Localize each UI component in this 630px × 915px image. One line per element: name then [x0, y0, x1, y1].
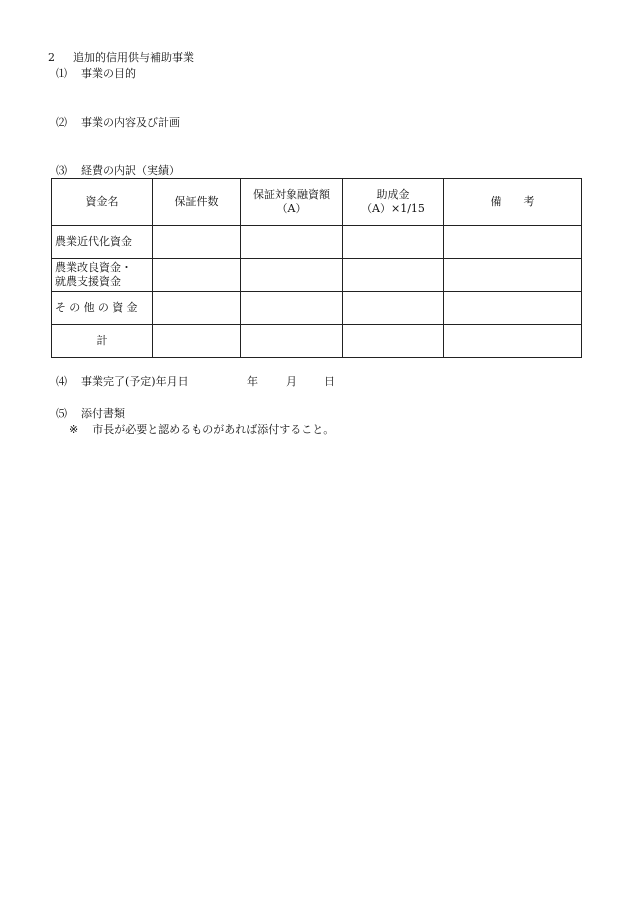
total-label: 計: [52, 325, 153, 358]
item-attachments-label: 添付書類: [81, 407, 125, 420]
cell-total-remarks[interactable]: [444, 325, 582, 358]
table-row: [52, 259, 582, 292]
header-subsidy-label: 助成金: [376, 188, 410, 201]
cell-loan-amount[interactable]: [241, 292, 343, 325]
cell-remarks[interactable]: [444, 226, 582, 259]
row-fund-name: [52, 226, 153, 259]
cell-loan-amount[interactable]: [241, 259, 343, 292]
item-completion-number: ⑷: [56, 375, 67, 388]
cell-remarks[interactable]: [444, 259, 582, 292]
header-loan-amount-label: 保証対象融資額: [253, 188, 330, 201]
header-guarantee-count: 保証件数: [153, 179, 241, 226]
cell-remarks[interactable]: [444, 292, 582, 325]
header-subsidy-sub: （A）×1/15: [361, 202, 425, 215]
row-fund-name-line1: 農業改良資金・: [55, 261, 132, 274]
note-mark: ※: [69, 423, 79, 436]
item-content: [56, 116, 180, 130]
header-loan-amount-sub: （A）: [276, 202, 307, 215]
item-content-number: ⑵: [56, 116, 67, 129]
cell-guarantee-count[interactable]: [153, 259, 241, 292]
item-content-label: 事業の内容及び計画: [81, 116, 180, 129]
section-heading: [48, 51, 194, 65]
completion-day-label: 日: [324, 375, 335, 388]
cost-breakdown-table: [51, 178, 582, 358]
header-loan-amount: [241, 179, 343, 226]
section-title: 追加的信用供与補助事業: [73, 51, 194, 64]
row-fund-name: [52, 292, 153, 325]
item-completion: [56, 375, 189, 389]
completion-year-label: 年: [247, 375, 258, 388]
row-fund-name-line1: その他の資金: [55, 301, 141, 314]
cell-total-guarantee-count[interactable]: [153, 325, 241, 358]
attachments-note: [69, 423, 334, 437]
cell-subsidy[interactable]: [343, 259, 444, 292]
cell-total-subsidy[interactable]: [343, 325, 444, 358]
completion-month-label: 月: [286, 375, 297, 388]
item-breakdown: [56, 164, 180, 178]
item-purpose: [56, 67, 136, 81]
table-header-row: [52, 179, 582, 226]
cell-guarantee-count[interactable]: [153, 292, 241, 325]
row-fund-name: [52, 259, 153, 292]
table-total-row: [52, 325, 582, 358]
table-row: [52, 292, 582, 325]
header-fund-name: 資金名: [52, 179, 153, 226]
item-breakdown-number: ⑶: [56, 164, 67, 177]
note-text: 市長が必要と認めるものがあれば添付すること。: [92, 423, 335, 436]
item-attachments: [56, 407, 125, 421]
item-purpose-label: 事業の目的: [81, 67, 136, 80]
item-completion-label: 事業完了(予定)年月日: [81, 375, 189, 388]
row-fund-name-line2: 就農支援資金: [55, 275, 121, 288]
cell-subsidy[interactable]: [343, 292, 444, 325]
row-fund-name-line1: 農業近代化資金: [55, 235, 132, 248]
item-purpose-number: ⑴: [56, 67, 67, 80]
section-number: 2: [48, 51, 55, 64]
table-row: [52, 226, 582, 259]
header-remarks: 備 考: [444, 179, 582, 226]
item-breakdown-label: 経費の内訳（実績）: [81, 164, 180, 177]
cell-guarantee-count[interactable]: [153, 226, 241, 259]
cell-loan-amount[interactable]: [241, 226, 343, 259]
cell-subsidy[interactable]: [343, 226, 444, 259]
cell-total-loan-amount[interactable]: [241, 325, 343, 358]
item-attachments-number: ⑸: [56, 407, 67, 420]
header-subsidy: [343, 179, 444, 226]
